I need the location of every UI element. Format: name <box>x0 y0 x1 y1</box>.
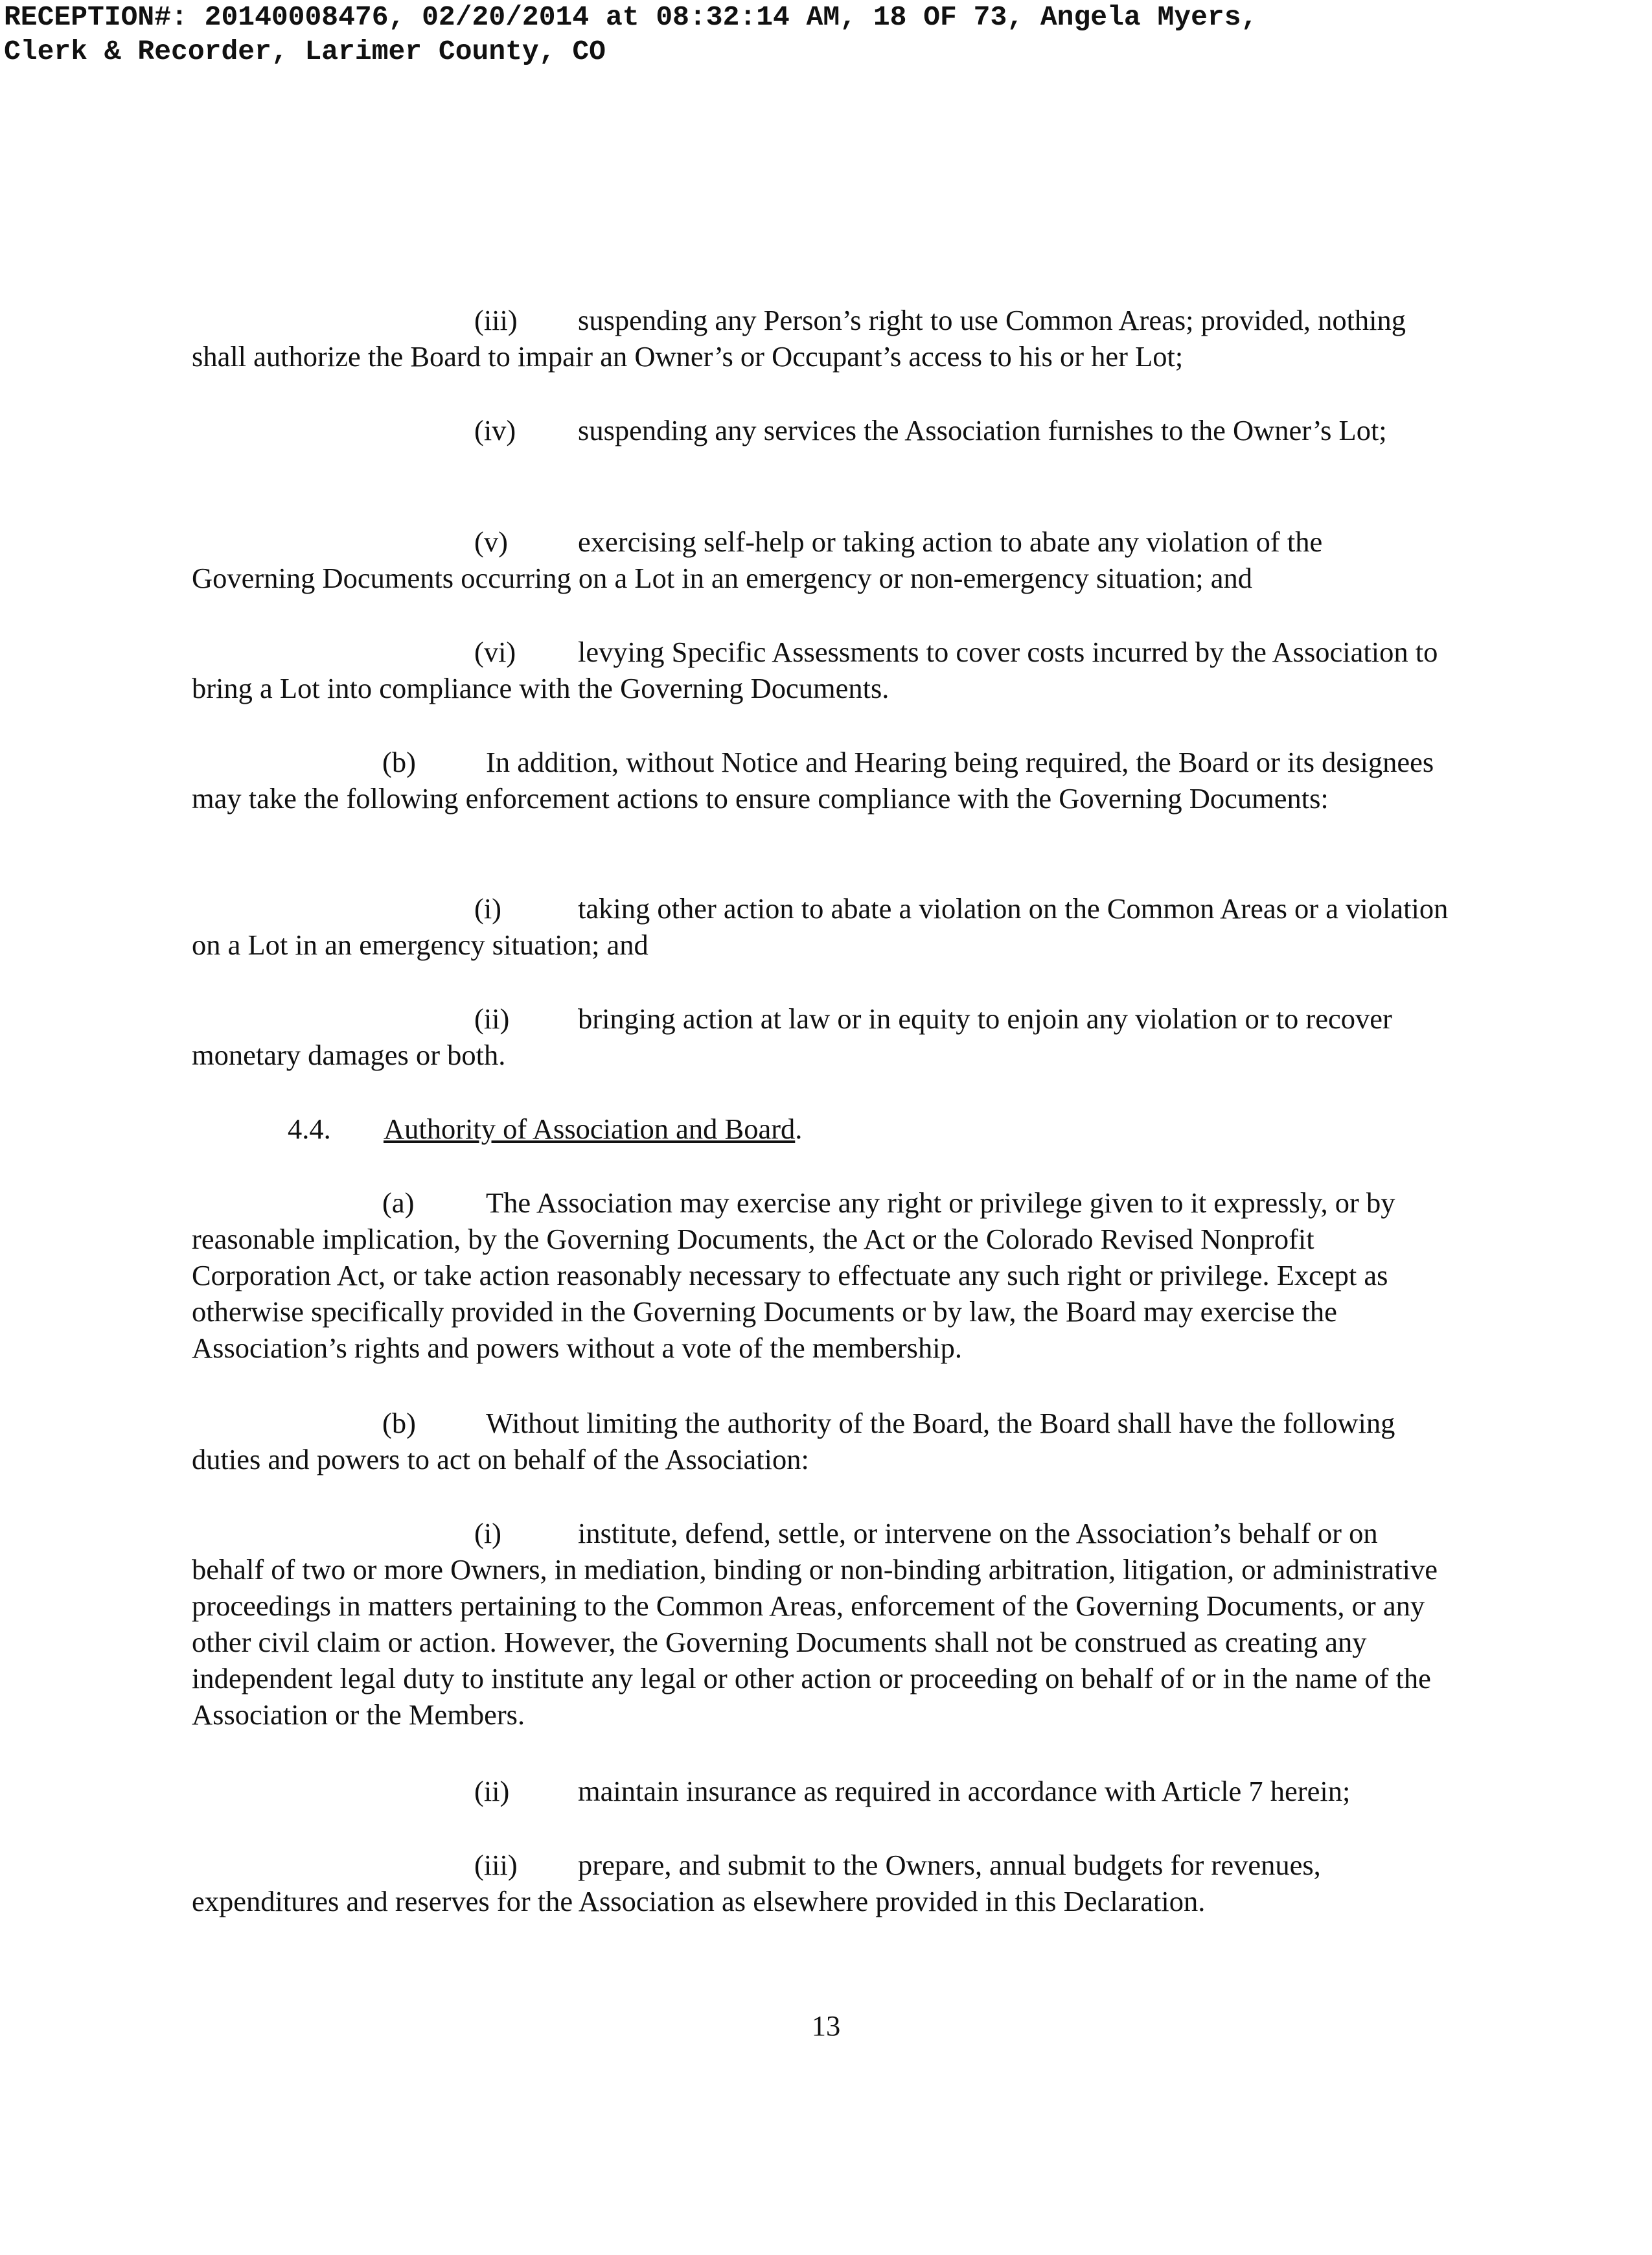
paragraph-i-institute-defend: (i) institute, defend, settle, or intervene on the Association’s behalf or on behalf of two or more Owners, in mediation, binding or non-binding arbitration, litigation, or administrative proceedings in matters pertaining to the Common Areas, enforcement of the Governing Documents, or any other civil claim or action. However, the Governing Documents shall not be construed as creating any independent legal duty to institute any legal or other action or proceeding on behalf of or in the name of the Association or the Members. <box>192 1517 1438 1731</box>
paragraph-vi-specific-assessments: (vi) levying Specific Assessments to cover costs incurred by the Association to bring a Lot into compliance with the Governing Documents. <box>192 636 1438 704</box>
paragraph-ii-maintain-insurance: (ii) maintain insurance as required in accordance with Article 7 herein; <box>474 1775 1351 1807</box>
paragraph-ii-bring-action: (ii) bringing action at law or in equity to enjoin any violation or to recover monetary damages or both. <box>192 1002 1392 1071</box>
stamp-line-2: Clerk & Recorder, Larimer County, CO <box>4 36 606 67</box>
paragraph-v-self-help: (v) exercising self-help or taking action to abate any violation of the Governing Documents occurring on a Lot in an emergency or non-emergency situation; and <box>192 526 1323 594</box>
page-number: 13 <box>811 2009 841 2042</box>
paragraph-a-association-rights: (a) The Association may exercise any right or privilege given to it expressly, or by reasonable implication, by the Governing Documents, the Act or the Colorado Revised Nonprofit Corporation Act, or take action reasonably necessary to effectuate any such right or privilege. Except as otherwise specifically provided in the Governing Documents or by law, the Board may exercise the Association’s rights and powers without a vote of the membership. <box>192 1186 1395 1364</box>
recording-stamp <box>4 0 1257 69</box>
paragraph-i-abate-violation: (i) taking other action to abate a violation on the Common Areas or a violation on a Lot in an emergency situation; and <box>192 892 1449 961</box>
paragraph-iii-suspend-common-areas: (iii) suspending any Person’s right to use Common Areas; provided, nothing shall authorize the Board to impair an Owner’s or Occupant’s access to his or her Lot; <box>192 304 1406 373</box>
paragraph-b-board-duties: (b) Without limiting the authority of the Board, the Board shall have the following duties and powers to act on behalf of the Association: <box>192 1407 1395 1475</box>
paragraph-b-without-notice: (b) In addition, without Notice and Hearing being required, the Board or its designees may take the following enforcement actions to ensure compliance with the Governing Documents: <box>192 746 1434 815</box>
paragraph-iii-budgets: (iii) prepare, and submit to the Owners, annual budgets for revenues, expenditures and reserves for the Association as elsewhere provided in this Declaration. <box>192 1849 1321 1917</box>
paragraph-iv-suspend-services: (iv) suspending any services the Association furnishes to the Owner’s Lot; <box>474 414 1387 446</box>
stamp-line-1: RECEPTION#: 20140008476, 02/20/2014 at 08:32:14 AM, 18 OF 73, Angela Myers, <box>4 1 1258 33</box>
section-4-4-heading: 4.4. Authority of Association and Board. <box>288 1113 803 1145</box>
